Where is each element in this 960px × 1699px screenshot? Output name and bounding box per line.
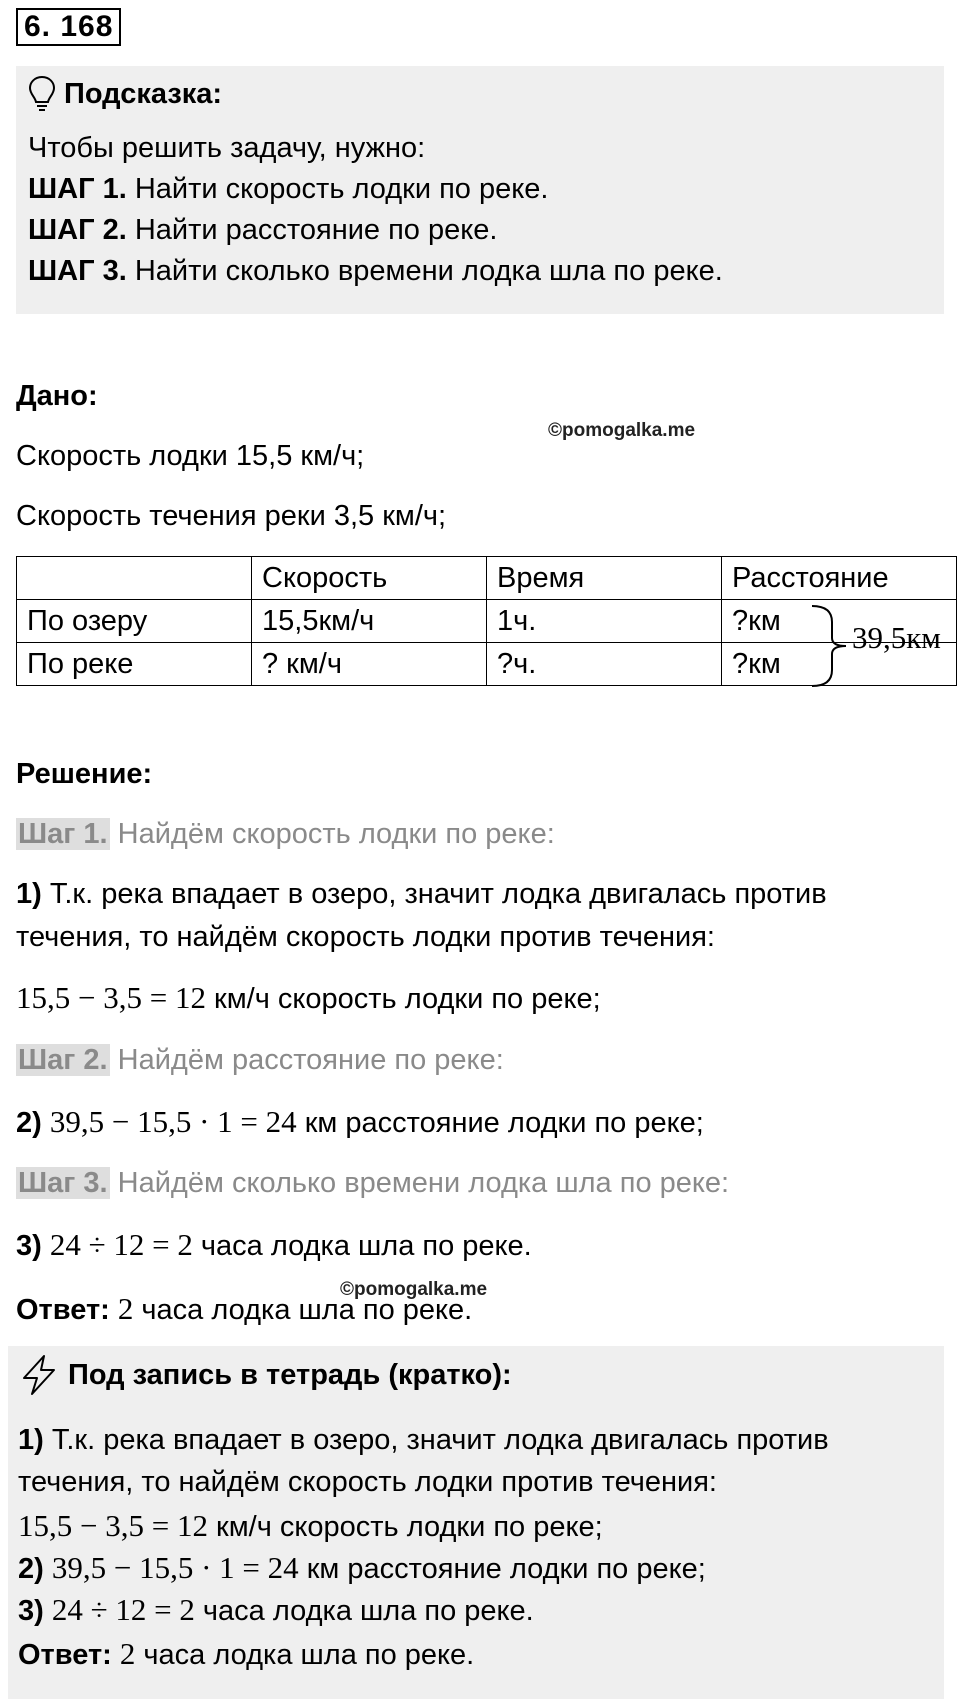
item-number: 3) — [16, 1230, 42, 1262]
step-text: Найдём скорость лодки по реке: — [109, 818, 555, 850]
hint-step-2 — [28, 214, 497, 247]
solution-answer — [16, 1291, 472, 1327]
answer-value: 2 — [117, 1291, 134, 1326]
given-line-2: Скорость течения реки 3,5 км/ч; — [16, 500, 447, 532]
answer-text: часа лодка шла по реке. — [135, 1639, 475, 1671]
hint-step-text: Найти расстояние по реке. — [126, 214, 498, 246]
equation: 24 ÷ 12 = 2 — [51, 1592, 195, 1627]
hint-step-1 — [28, 173, 548, 206]
notes-title-text: Под запись в тетрадь (кратко): — [68, 1358, 512, 1391]
notes-title — [20, 1352, 512, 1398]
brace-label: 39,5км — [852, 620, 941, 655]
notes-equation-2 — [18, 1550, 706, 1586]
equation: 15,5 − 3,5 = 12 — [18, 1508, 208, 1543]
step-badge: Шаг 3. — [18, 1167, 108, 1199]
table-cell: По реке — [17, 643, 252, 686]
hint-step-text: Найти сколько времени лодка шла по реке. — [126, 255, 723, 287]
step-badge: Шаг 1. — [18, 818, 108, 850]
given-line-1: Скорость лодки 15,5 км/ч; — [16, 440, 365, 472]
notes-paragraph-1 — [18, 1424, 829, 1457]
equation-text: км/ч скорость лодки по реке; — [207, 1511, 603, 1543]
watermark: ©pomogalka.me — [548, 420, 696, 441]
solution-equation-1 — [16, 980, 601, 1016]
hint-step-label: ШАГ 3. — [28, 255, 127, 287]
solution-step-2 — [16, 1044, 504, 1077]
notes-box — [8, 1346, 944, 1699]
equation-text: км расстояние лодки по реке; — [298, 1553, 706, 1585]
equation-text: часа лодка шла по реке. — [192, 1230, 532, 1262]
table-cell: ?ч. — [487, 643, 722, 686]
hint-step-label: ШАГ 2. — [28, 214, 127, 246]
table-header-cell — [17, 557, 252, 600]
table-cell: ?км — [722, 600, 957, 643]
solution-paragraph-1 — [16, 878, 827, 911]
hint-intro: Чтобы решить задачу, нужно: — [28, 132, 426, 164]
answer-label: Ответ: — [16, 1294, 110, 1326]
table-cell: ?км — [722, 643, 957, 686]
equation: 24 ÷ 12 = 2 — [49, 1227, 193, 1262]
hint-title-text: Подсказка: — [64, 77, 223, 110]
item-number: 2) — [16, 1107, 42, 1139]
notes-paragraph-1-cont: течения, то найдём скорость лодки против течения: — [18, 1466, 717, 1498]
answer-label: Ответ: — [18, 1639, 112, 1671]
equation-text: часа лодка шла по реке. — [194, 1595, 534, 1627]
curly-brace-icon — [808, 604, 852, 688]
solution-equation-2 — [16, 1104, 704, 1140]
item-text: Т.к. река впадает в озеро, значит лодка двигалась против — [41, 878, 827, 910]
step-text: Найдём расстояние по реке: — [109, 1044, 504, 1076]
table-cell: 1ч. — [487, 600, 722, 643]
given-title: Дано: — [16, 380, 98, 412]
table-cell: По озеру — [17, 600, 252, 643]
notes-answer — [18, 1636, 474, 1672]
table-cell: 15,5км/ч — [252, 600, 487, 643]
problem-number: 6. 168 — [16, 8, 121, 46]
equation: 39,5 − 15,5 · 1 = 24 — [51, 1550, 299, 1585]
item-text: Т.к. река впадает в озеро, значит лодка двигалась против — [43, 1424, 829, 1456]
equation-text: км/ч скорость лодки по реке; — [205, 983, 601, 1015]
step-text: Найдём сколько времени лодка шла по реке: — [109, 1167, 730, 1199]
answer-text: часа лодка шла по реке. — [133, 1294, 473, 1326]
answer-value: 2 — [119, 1636, 136, 1671]
equation: 39,5 − 15,5 · 1 = 24 — [49, 1104, 297, 1139]
item-number: 3) — [18, 1595, 44, 1627]
solution-equation-3 — [16, 1227, 532, 1263]
solution-step-3 — [16, 1167, 729, 1200]
item-number: 1) — [18, 1424, 44, 1456]
lightning-icon — [20, 1354, 58, 1396]
equation: 15,5 − 3,5 = 12 — [16, 980, 206, 1015]
table-header-row — [17, 557, 957, 600]
table-cell: ? км/ч — [252, 643, 487, 686]
solution-title: Решение: — [16, 758, 153, 790]
solution-step-1 — [16, 818, 555, 851]
item-number: 1) — [16, 878, 42, 910]
lightbulb-icon — [28, 75, 56, 113]
notes-equation-3 — [18, 1592, 534, 1628]
table-header-cell: Расстояние — [722, 557, 957, 600]
table-header-cell: Время — [487, 557, 722, 600]
item-number: 2) — [18, 1553, 44, 1585]
solution-paragraph-1-cont: течения, то найдём скорость лодки против течения: — [16, 921, 715, 953]
table-header-cell: Скорость — [252, 557, 487, 600]
hint-step-3 — [28, 255, 723, 288]
hint-step-label: ШАГ 1. — [28, 173, 127, 205]
equation-text: км расстояние лодки по реке; — [296, 1107, 704, 1139]
notes-equation-1 — [18, 1508, 603, 1544]
step-badge: Шаг 2. — [18, 1044, 108, 1076]
hint-title — [28, 74, 222, 114]
hint-step-text: Найти скорость лодки по реке. — [126, 173, 549, 205]
hint-box — [16, 66, 944, 314]
watermark: ©pomogalka.me — [340, 1279, 488, 1300]
